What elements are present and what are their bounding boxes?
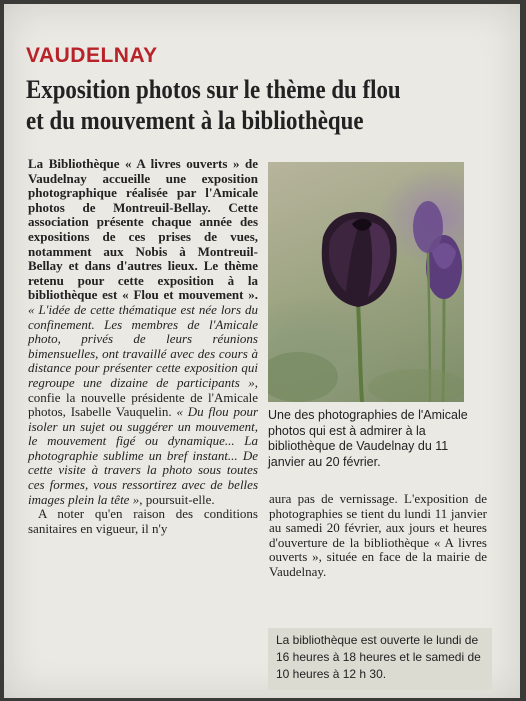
article-quote-1: « L'idée de cette thématique est née lors du confinement. Les membres de l'Amicale photo, privés de leurs réunions bimensuelles, ont travaillé avec des cours à distance pour présenter cette exposition qui regroupe une dizaine de participants »	[28, 301, 258, 390]
article-quote-2: « Du flou pour isoler un sujet ou suggérer un mouvement, le mouvement figé ou dynamique... La photographie sublime un bref instant... De cette visite à travers la photo sous toutes ces formes, vous ressortirez avec de belles images plein la tête »	[28, 404, 258, 507]
article-tail: A noter qu'en raison des conditions sanitaires en vigueur, il n'y	[28, 506, 258, 536]
article-column-left	[28, 157, 258, 536]
article-attribution-2: , poursuit-elle.	[139, 491, 215, 507]
photo-caption: Une des photographies de l'Amicale photos qui est à admirer à la bibliothèque de Vaudelnay du 11 janvier au 20 février.	[268, 408, 468, 469]
article-column-right	[269, 492, 487, 580]
article-continuation: aura pas de vernissage. L'exposition de photographies se tient du lundi 11 janvier au samedi 20 février, aux jours et heures d'ouverture de la bibliothèque « A livres ouverts », située en face de la mairie de Vaudelnay.	[269, 491, 487, 579]
tulip-photo	[268, 162, 464, 402]
section-kicker: VAUDELNAY	[26, 44, 158, 67]
headline	[26, 74, 457, 136]
tulip-illustration	[268, 162, 464, 402]
opening-hours-text: La bibliothèque est ouverte le lundi de 16 heures à 18 heures et le samedi de 10 heures à 12 h 30.	[276, 633, 481, 681]
article-attribution-1: , confie la nouvelle présidente de l'Amicale photos, Isabelle Vauquelin.	[28, 374, 258, 420]
headline-line-1: Exposition photos sur le thème du flou	[26, 75, 401, 104]
newspaper-page	[4, 4, 520, 698]
opening-hours-box	[268, 628, 492, 690]
article-lead: La Bibliothèque « A livres ouverts » de Vaudelnay accueille une exposition photographique réalisée par l'Amicale photos de Montreuil-Bellay. Cette association présente chaque année des expositions de ces prises de vues, notamment aux Nobis à Montreuil-Bellay et dans d'autres lieux. Le thème retenu pour cette exposition à la bibliothèque est « Flou et mouvement ».	[28, 156, 258, 303]
headline-line-2: et du mouvement à la bibliothèque	[26, 106, 364, 135]
